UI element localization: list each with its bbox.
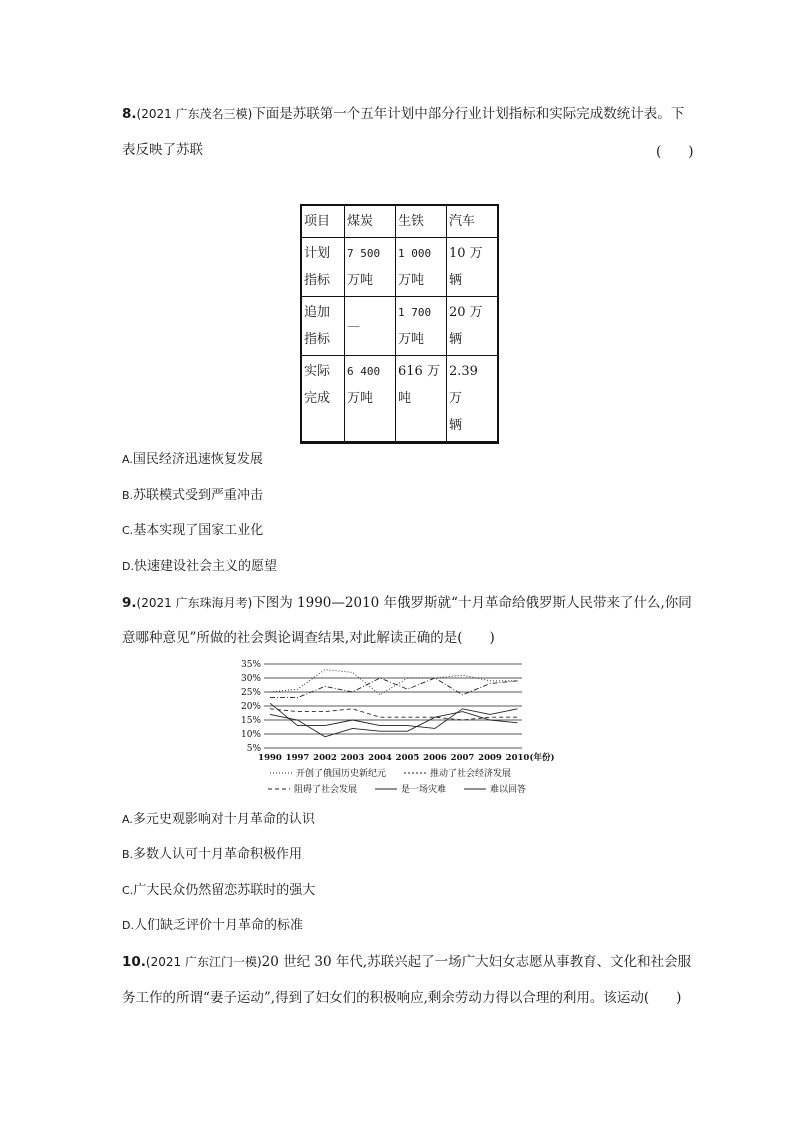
q8-answer-paren[interactable]: ( ) — [656, 144, 694, 160]
table-cell: — — [345, 297, 396, 356]
y-tick-label: 10% — [240, 730, 261, 740]
x-tick-label: 1990 — [258, 753, 282, 763]
q9-line-2 — [122, 628, 495, 648]
x-tick-label: 2005 — [395, 753, 420, 763]
y-tick-label: 20% — [240, 702, 261, 712]
x-tick-label: 2006 — [423, 753, 447, 763]
q9-option-c[interactable] — [122, 881, 315, 901]
option-text: 快速建设社会主义的愿望 — [133, 559, 277, 574]
table-cell — [396, 238, 447, 297]
q8-option-a[interactable] — [122, 450, 263, 470]
x-tick-label: 2002 — [313, 753, 337, 763]
legend-label: 开创了俄国历史新纪元 — [296, 769, 387, 779]
table-cell — [396, 297, 447, 356]
series-line-1 — [270, 670, 518, 695]
q9-option-a[interactable] — [122, 810, 315, 830]
cell-number: 7 500 — [347, 247, 381, 260]
table-cell: 20 万辆 — [447, 297, 499, 356]
q10-text-2: 务工作的所谓“妻子运动”,得到了妇女们的积极响应,剩余劳动力得以合理的利用。该运动( ) — [122, 990, 682, 1006]
legend-label: 阻碍了社会发展 — [294, 785, 358, 795]
cell-number: 1 700 — [398, 306, 432, 319]
y-tick-label: 30% — [240, 674, 261, 684]
cell-unit: 万吨 — [398, 332, 425, 347]
option-text: 基本实现了国家工业化 — [133, 523, 264, 538]
table-header-cell: 生铁 — [396, 205, 447, 238]
option-text: 人们缺乏评价十月革命的标准 — [133, 918, 303, 933]
q8-source: (2021 广东茂名三模) — [136, 107, 253, 121]
q10-text-1: 20 世纪 30 年代,苏联兴起了一场广大妇女志愿从事教育、文化和社会服 — [261, 954, 692, 970]
option-letter: C. — [122, 524, 134, 537]
q8-data-table — [300, 204, 499, 444]
q9-line-1 — [122, 593, 692, 613]
q8-option-c[interactable] — [122, 521, 263, 541]
option-letter: D. — [122, 560, 134, 573]
q8-text-1: 下面是苏联第一个五年计划中部分行业计划指标和实际完成数统计表。下 — [252, 106, 685, 122]
cell-unit: 万吨 — [398, 273, 425, 288]
option-letter: A. — [122, 453, 133, 466]
table-header-cell: 煤炭 — [345, 205, 396, 238]
table-header-cell: 汽车 — [447, 205, 499, 238]
q8-text-2: 表反映了苏联 — [122, 142, 203, 158]
x-tick-label: 1997 — [285, 753, 310, 763]
table-cell — [345, 356, 396, 443]
q10-line-1 — [122, 952, 691, 972]
y-tick-label: 35% — [240, 660, 261, 670]
label-part: 实际 — [304, 364, 331, 379]
table-header-row — [301, 205, 498, 238]
q8-option-b[interactable] — [122, 486, 263, 506]
cell-unit: 万吨 — [347, 273, 374, 288]
table-cell — [396, 356, 447, 443]
table-cell — [345, 238, 396, 297]
cell-number: 616 万 — [398, 364, 440, 379]
cell-unit: 辆 — [449, 418, 463, 433]
q9-text-2: 意哪种意见”所做的社会舆论调查结果,对此解读正确的是( ) — [122, 630, 495, 646]
cell-unit: 万吨 — [347, 391, 374, 406]
label-part: 追加 — [304, 305, 331, 320]
table-row — [301, 356, 498, 443]
x-axis-unit-label: (年份) — [529, 753, 555, 763]
option-text: 广大民众仍然留恋苏联时的强大 — [133, 883, 316, 898]
table-row — [301, 297, 498, 356]
q9-source: (2021 广东珠海月考) — [136, 596, 253, 610]
option-text: 苏联模式受到严重冲击 — [133, 488, 264, 503]
q10-line-2 — [122, 988, 681, 1008]
option-letter: B. — [122, 848, 134, 861]
label-part: 指标 — [304, 273, 331, 288]
label-part: 计划 — [304, 246, 331, 261]
y-tick-label: 25% — [240, 688, 261, 698]
q8-option-d[interactable] — [122, 557, 277, 577]
option-text: 多元史观影响对十月革命的认识 — [132, 812, 315, 827]
table-row-label — [301, 297, 345, 356]
x-tick-label: 2009 — [478, 753, 502, 763]
table-row-label — [301, 356, 345, 443]
q9-option-d[interactable] — [122, 916, 303, 936]
cell-number: 6 400 — [347, 365, 381, 378]
cell-unit: 吨 — [398, 391, 412, 406]
q8-line-2 — [122, 140, 203, 160]
option-letter: C. — [122, 884, 134, 897]
survey-line-chart — [230, 656, 555, 806]
q10-number: 10. — [122, 954, 146, 970]
cell-number: 2.39 万 — [449, 364, 478, 406]
series-line-5 — [270, 703, 518, 728]
q10-source: (2021 广东江门一模) — [145, 955, 262, 969]
q9-text-1: 下图为 1990—2010 年俄罗斯就“十月革命给俄罗斯人民带来了什么,你同 — [252, 595, 692, 611]
q8-line-1 — [122, 104, 684, 124]
x-tick-label: 2003 — [340, 753, 365, 763]
x-tick-label: 2004 — [368, 753, 392, 763]
q9-number: 9. — [122, 595, 137, 611]
table-row-label — [301, 238, 345, 297]
option-text: 多数人认可十月革命积极作用 — [133, 847, 303, 862]
option-letter: D. — [122, 919, 134, 932]
series-line-4 — [270, 712, 518, 737]
legend-label: 难以回答 — [490, 785, 527, 795]
table-cell: 10 万辆 — [447, 238, 499, 297]
series-line-2 — [270, 678, 518, 698]
option-letter: A. — [122, 813, 133, 826]
y-tick-label: 5% — [246, 744, 261, 754]
legend-label: 推动了社会经济发展 — [430, 769, 512, 779]
y-tick-label: 15% — [240, 716, 261, 726]
table-header-cell: 项目 — [301, 205, 345, 238]
cell-number: 1 000 — [398, 247, 432, 260]
table-row — [301, 238, 498, 297]
legend-label: 是一场灾难 — [401, 785, 447, 795]
option-text: 国民经济迅速恢复发展 — [132, 452, 263, 467]
q8-number: 8. — [122, 106, 137, 122]
table-cell — [447, 356, 499, 443]
x-tick-label: 2007 — [450, 753, 475, 763]
q9-option-b[interactable] — [122, 845, 302, 865]
label-part: 指标 — [304, 332, 331, 347]
x-tick-label: 2010 — [505, 753, 530, 763]
series-line-3 — [270, 709, 518, 720]
option-letter: B. — [122, 489, 134, 502]
label-part: 完成 — [304, 391, 331, 406]
